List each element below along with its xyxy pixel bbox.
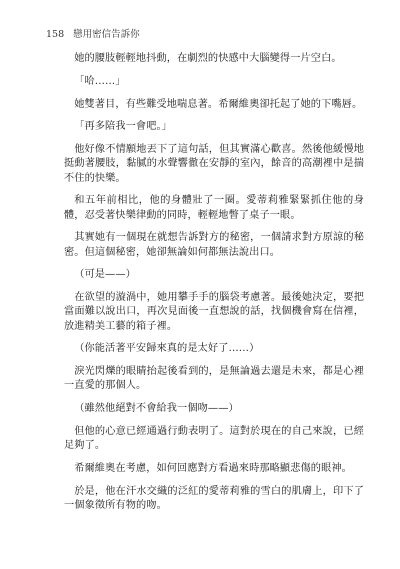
paragraph: 希爾維奧在考慮，如何回應對方看過來時那略顯悲傷的眼神。 <box>74 462 352 474</box>
paragraph: 她的腰肢輕輕地抖動，在劇烈的快感中大腦變得一片空白。 <box>74 53 342 64</box>
paragraph: 其實她有一個現在就想告訴對方的秘密，一個請求對方原諒的秘密。但這個秘密，她卻無論如何都無法說出口。 <box>64 232 364 258</box>
paragraph: （可是——） <box>74 269 136 281</box>
paragraph: 「再多陪我一會吧。」 <box>74 121 172 133</box>
paragraph: 淚光閃爍的眼睛抬起後看到的，是無論過去還是未來，都是心裡一直愛的那個人。 <box>64 366 364 392</box>
page-header <box>46 26 140 40</box>
paragraph: 「哈……」 <box>74 75 126 87</box>
paragraph: 但他的心意已經通過行動表明了。這對於現在的自己來說，已經足夠了。 <box>64 425 364 452</box>
paragraph: 他好像不情願地丟下了這句話，但其實滿心歡喜。然後他緩慢地挺動著腰肢，黏膩的水聲響徹在安靜的室內，餘音的高潮裡中是揣不住的快樂。 <box>64 144 364 184</box>
paragraph: （你能活著平安歸來真的是太好了……） <box>74 343 260 355</box>
paragraph: 於是，他在汗水交織的泛紅的愛蒂莉雅的雪白的肌膚上，印下了一個象徵所有物的吻。 <box>64 485 364 511</box>
page-number: 158 <box>46 29 65 40</box>
paragraph: 和五年前相比，他的身體壯了一圈。愛蒂莉雅緊緊抓住他的身體，忍受著快樂律動的同時，輕輕地瞥了桌子一眼。 <box>64 195 364 221</box>
paragraph: 她雙著目，有些難受地喘息著。希爾維奧卻托起了她的下嘴唇。 <box>74 98 363 110</box>
paragraph: 在欲望的漩渦中，她用攀手手的腦袋考慮著。最後她決定，要把當面難以說出口，再次見面後一直想說的話，找個機會寫在信裡，放進精美工藝的箱子裡。 <box>64 292 364 332</box>
book-title: 戀用密信告訴你 <box>73 29 140 40</box>
paragraph: （雖然他絕對不會給我一個吻——） <box>74 403 239 415</box>
page-body <box>64 52 364 522</box>
